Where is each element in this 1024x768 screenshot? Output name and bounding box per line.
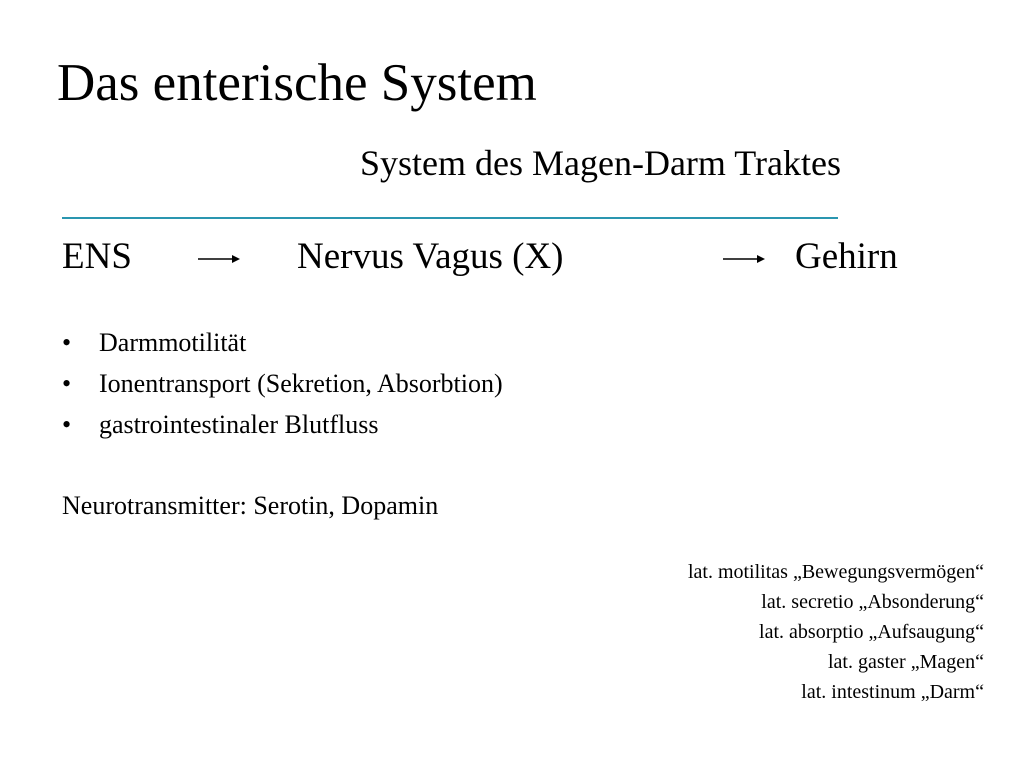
note-line: lat. absorptio „Aufsaugung“ bbox=[759, 621, 984, 643]
bullet-text: gastrointestinaler Blutfluss bbox=[99, 410, 379, 439]
bullet-list bbox=[62, 322, 503, 445]
flow-item-nervus-vagus: Nervus Vagus (X) bbox=[297, 236, 564, 277]
note-line: lat. gaster „Magen“ bbox=[827, 651, 984, 673]
list-item bbox=[62, 322, 503, 363]
bullet-icon: • bbox=[62, 410, 72, 439]
list-item bbox=[62, 404, 503, 445]
list-item bbox=[62, 363, 503, 404]
bullet-icon: • bbox=[62, 369, 72, 398]
flow-item-gehirn: Gehirn bbox=[795, 236, 898, 277]
bullet-text: Darmmotilität bbox=[99, 328, 247, 357]
slide-title: Das enterische System bbox=[57, 54, 537, 112]
note-line: lat. motilitas „Bewegungsvermögen“ bbox=[687, 561, 984, 583]
note-line: lat. secretio „Absonderung“ bbox=[761, 591, 984, 613]
latin-notes bbox=[688, 557, 984, 707]
bullet-icon: • bbox=[62, 328, 72, 357]
neurotransmitter-text: Neurotransmitter: Serotin, Dopamin bbox=[62, 491, 439, 520]
slide-subtitle: System des Magen-Darm Traktes bbox=[360, 143, 841, 183]
bullet-text: Ionentransport (Sekretion, Absorbtion) bbox=[99, 369, 503, 398]
flow-item-ens: ENS bbox=[62, 236, 132, 277]
arrow-right-icon bbox=[723, 253, 765, 265]
divider-line bbox=[62, 217, 838, 219]
note-line: lat. intestinum „Darm“ bbox=[801, 681, 984, 703]
arrow-right-icon bbox=[198, 253, 240, 265]
